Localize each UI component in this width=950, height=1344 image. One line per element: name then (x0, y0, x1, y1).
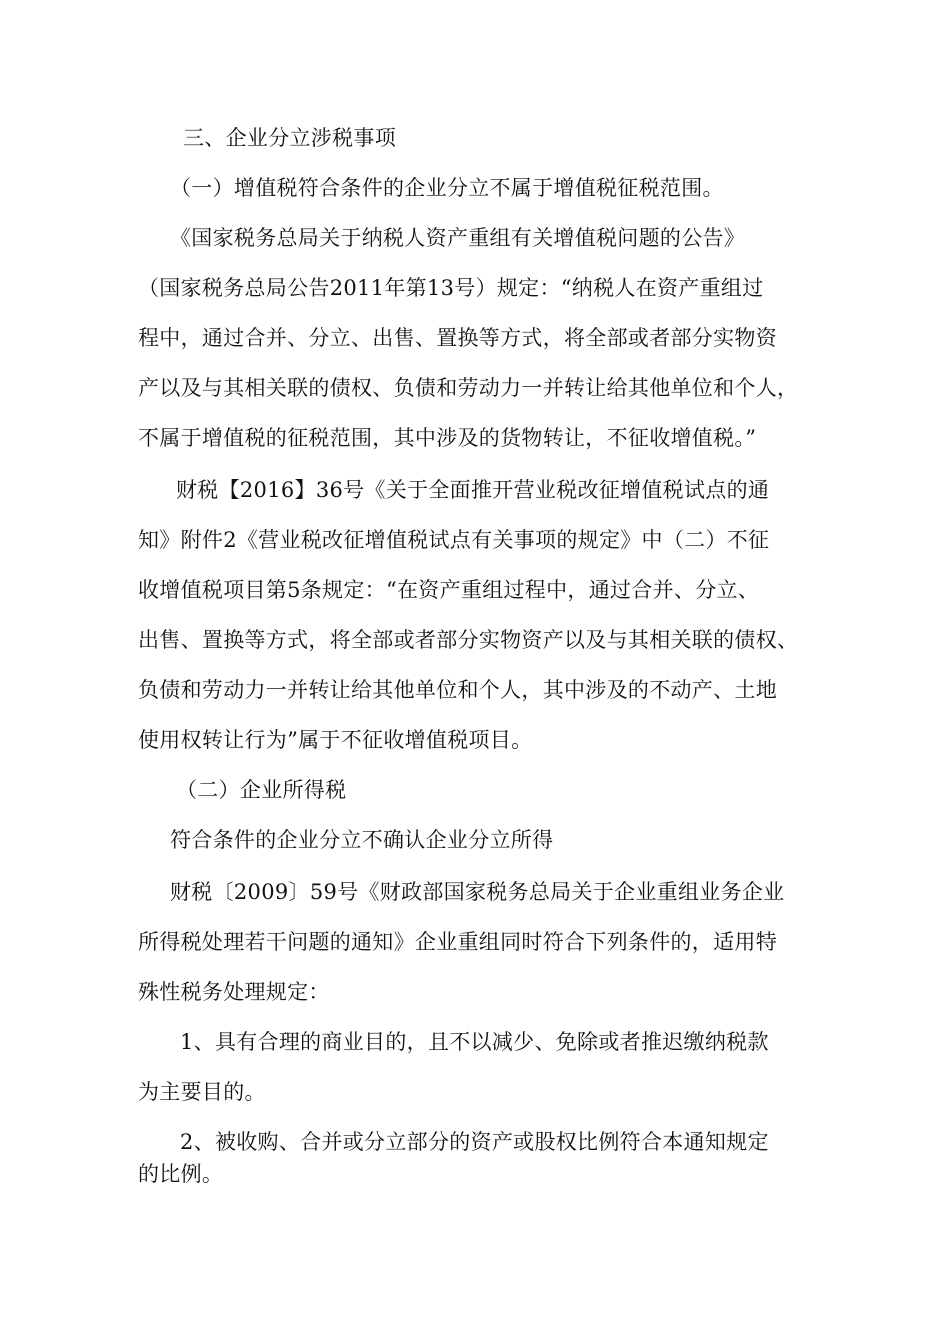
paragraph-line: 产以及与其相关联的债权、负债和劳动力一并转让给其他单位和个人， (138, 376, 799, 400)
section-heading: 三、企业分立涉税事项 (183, 126, 396, 150)
paragraph-line: 程中，通过合并、分立、出售、置换等方式，将全部或者部分实物资 (138, 326, 777, 350)
paragraph-line: 财税【2016】36号《关于全面推开营业税改征增值税试点的通 (176, 478, 770, 502)
paragraph-line: 收增值税项目第5条规定：“在资产重组过程中，通过合并、分立、 (138, 578, 760, 602)
paragraph-line: 殊性税务处理规定： (138, 980, 330, 1004)
paragraph-line: 知》附件2《营业税改征增值税试点有关事项的规定》中（二）不征 (138, 528, 770, 552)
list-item-1: 1、具有合理的商业目的，且不以减少、免除或者推迟缴纳税款 (180, 1030, 769, 1054)
paragraph-line: 所得税处理若干问题的通知》企业重组同时符合下列条件的，适用特 (138, 930, 777, 954)
paragraph-line: 负债和劳动力一并转让给其他单位和个人，其中涉及的不动产、土地 (138, 678, 777, 702)
paragraph-line: （国家税务总局公告2011年第13号）规定：“纳税人在资产重组过 (138, 276, 764, 300)
paragraph-line: 出售、置换等方式，将全部或者部分实物资产以及与其相关联的债权、 (138, 628, 799, 652)
list-item-2: 2、被收购、合并或分立部分的资产或股权比例符合本通知规定 (180, 1130, 769, 1154)
subsection-heading-income-tax: （二）企业所得税 (176, 778, 347, 802)
paragraph-line: 不属于增值税的征税范围，其中涉及的货物转让，不征收增值税。” (138, 426, 757, 450)
paragraph-line: 符合条件的企业分立不确认企业分立所得 (170, 828, 554, 852)
subsection-heading-vat: （一）增值税符合条件的企业分立不属于增值税征税范围。 (170, 176, 724, 200)
list-item-1-continued: 为主要目的。 (138, 1080, 266, 1104)
paragraph-line: 使用权转让行为”属于不征收增值税项目。 (138, 728, 533, 752)
list-item-2-continued: 的比例。 (138, 1162, 224, 1186)
paragraph-line: 财税〔2009〕59号《财政部国家税务总局关于企业重组业务企业 (170, 880, 785, 904)
paragraph-line: 《国家税务总局关于纳税人资产重组有关增值税问题的公告》 (170, 226, 746, 250)
